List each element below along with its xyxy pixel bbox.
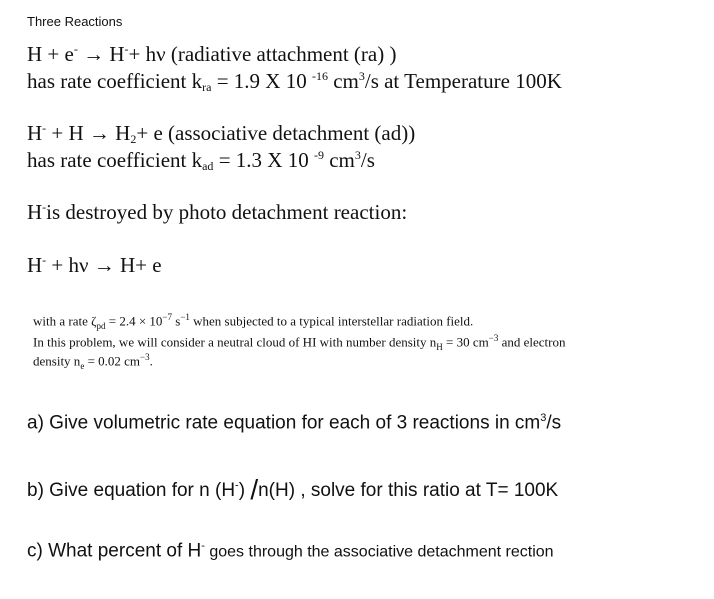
question-b: b) Give equation for n (H-) /n(H) , solve for this ratio at T= 100K	[27, 474, 559, 505]
reaction-3-intro: H-is destroyed by photo detachment reaction:	[27, 200, 408, 224]
reaction-1-rate: has rate coefficient $k_{ra} = 1.9$ X 10 $^{-16}$ $cm^3/s$ at Temperature 100K	[27, 69, 562, 94]
question-a: a) Give volumetric rate equation for each of 3 reactions in $cm^3/s$	[27, 412, 562, 434]
note-line-1: with a rate $\zeta_{pd} = 2.4 \times 10^{-7}$ $s^{-1}$ when subjected to a typical interstellar radiation field.	[33, 312, 474, 331]
question-c: c) What percent of H- goes through the associative detachment rection	[27, 540, 554, 562]
note-line-3: density $n_e = 0.02$ $cm^{-3}$.	[33, 352, 153, 371]
note-line-2: In this problem, we will consider a neutral cloud of HI with number density $n_H = 30$ $cm^{-3}$ and electron	[33, 333, 566, 352]
reaction-2-equation: $H^- + H \to H_2+ e$ (associative detachment (ad))	[27, 121, 416, 146]
reaction-3-equation: H- + hν → H+ e	[27, 253, 162, 277]
reaction-2-rate: has rate coefficient $k_{ad} = 1.3$ X 10 $^{-9}$ $cm^3/s$	[27, 148, 375, 173]
document-title: Three Reactions	[27, 14, 123, 29]
reaction-1-equation: H + e- → H-+ hν (radiative attachment (ra) )	[27, 42, 397, 66]
